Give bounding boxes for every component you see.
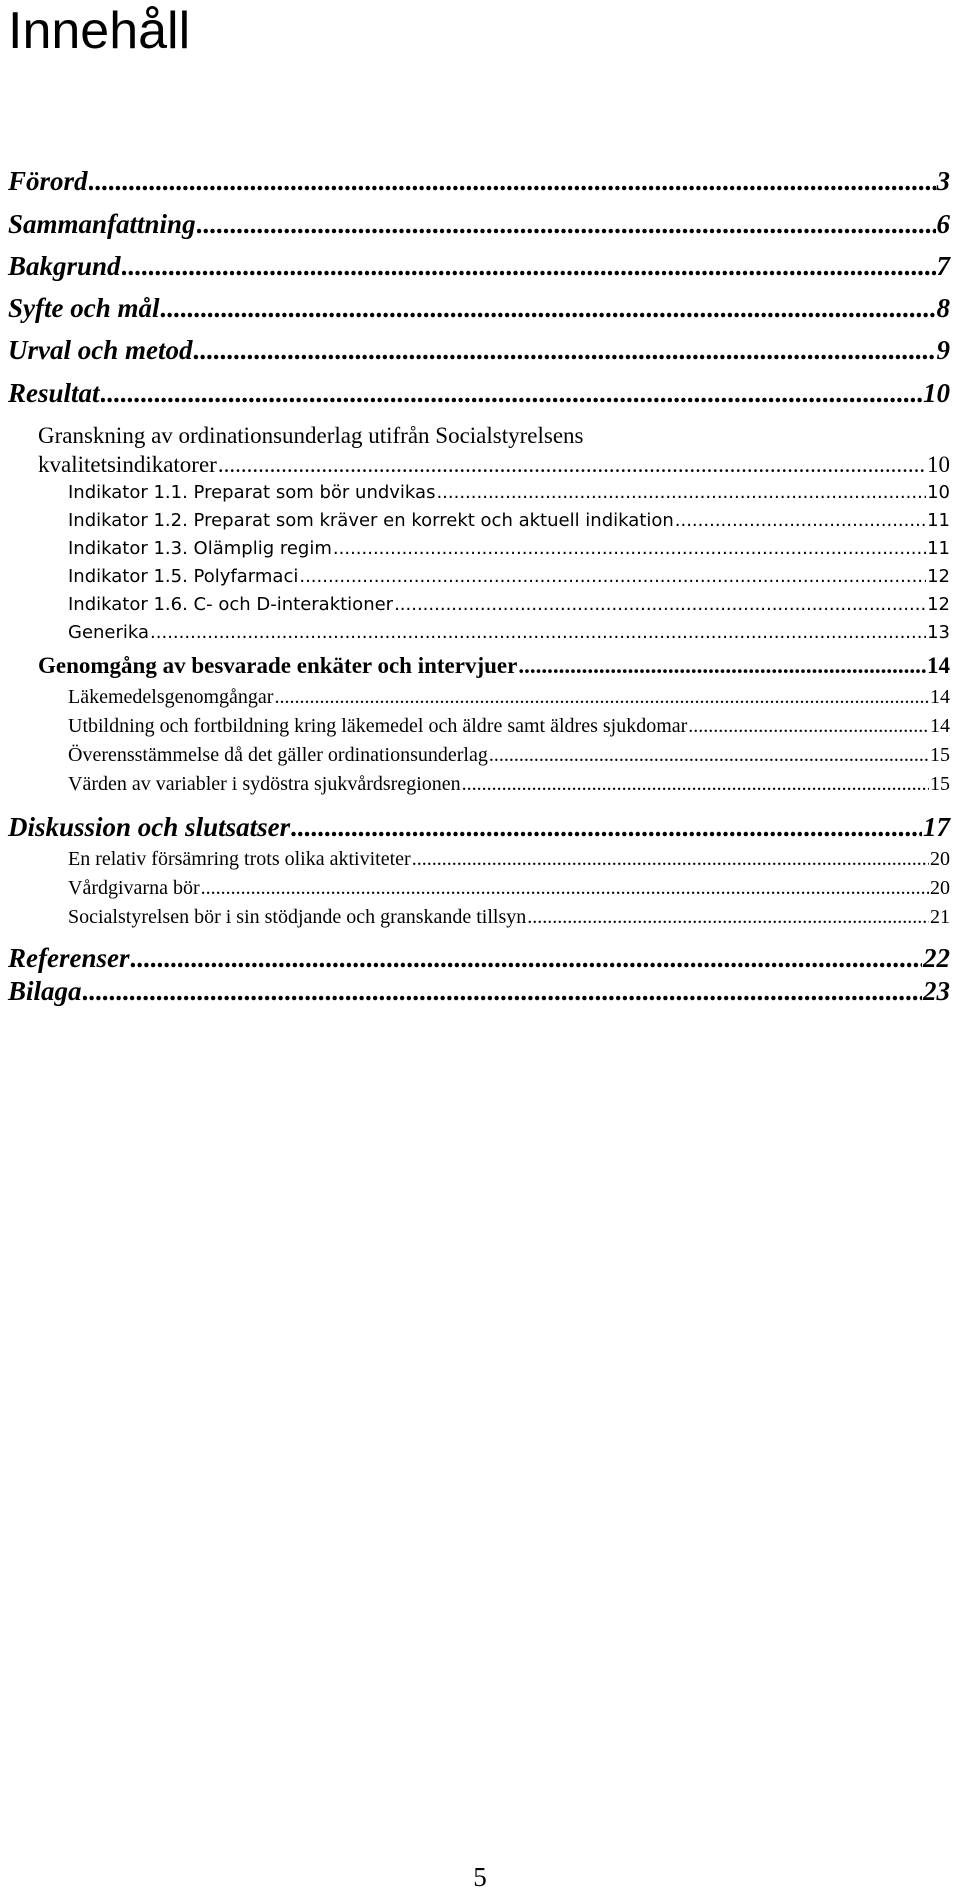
toc-leader [122,251,936,282]
toc-page-number: 10 [927,452,950,477]
toc-entry-label: Bilaga [8,976,82,1006]
toc-leader [160,293,935,324]
toc-entry-indikator-1-6[interactable] [68,594,950,615]
toc-entry-label: Generika [68,622,150,643]
toc-leader [675,510,926,531]
toc-page-number: 11 [927,538,950,559]
toc-entry-forord[interactable] [8,166,950,197]
toc-page-number: 14 [927,653,950,678]
toc-leader [101,378,922,409]
page-number: 5 [473,1862,487,1892]
toc-page-number: 15 [930,744,950,766]
toc-entry-label: Genomgång av besvarade enkäter och intervjuer [38,653,518,678]
toc-entry-indikator-1-2[interactable] [68,510,950,531]
toc-leader [333,538,926,559]
toc-entry-overensstammelse[interactable] [68,744,950,767]
toc-page-number: 23 [923,976,950,1006]
toc-entry-label: Utbildning och fortbildning kring läkemedel och äldre samt äldres sjukdomar [68,715,688,737]
toc-page-number: 10 [927,482,950,503]
toc-entry-label: Socialstyrelsen bör i sin stödjande och granskande tillsyn [68,906,527,928]
toc-entry-label: Indikator 1.1. Preparat som bör undvikas [68,482,436,503]
toc-page-number: 17 [923,812,950,842]
toc-entry-label: Indikator 1.2. Preparat som kräver en korrekt och aktuell indikation [68,510,674,531]
toc-leader [218,452,926,478]
toc-leader [150,622,926,643]
toc-entry-label: Indikator 1.5. Polyfarmaci [68,566,299,587]
toc-entry-label: Resultat [8,378,100,408]
toc-entry-granskning[interactable] [38,452,950,478]
toc-entry-bilaga[interactable] [8,976,950,1007]
toc-page-number: 21 [930,906,950,928]
toc-leader [299,566,926,587]
toc-entry-label: Bakgrund [8,251,121,281]
toc-entry-label: Indikator 1.3. Olämplig regim [68,538,332,559]
toc-page-number: 13 [927,622,950,643]
toc-leader [527,906,929,929]
toc-entry-bakgrund[interactable] [8,251,950,282]
toc-entry-label: Värden av variabler i sydöstra sjukvårdsregionen [68,773,461,795]
toc-page-number: 14 [930,715,950,737]
toc-entry-label: Indikator 1.6. C- och D-interaktioner [68,594,394,615]
toc-entry-referenser[interactable] [8,943,950,974]
toc-entry-urval[interactable] [8,335,950,366]
toc-leader [436,482,926,503]
toc-entry-resultat[interactable] [8,378,950,409]
toc-entry-label: Vårdgivarna bör [68,877,200,899]
toc-leader [518,653,926,679]
toc-entry-label: Syfte och mål [8,293,160,323]
toc-leader [394,594,926,615]
toc-entry-varden[interactable] [68,773,950,796]
toc-page-number: 14 [930,686,950,708]
toc-leader [412,848,929,871]
toc-leader [197,209,936,240]
toc-entry-generika[interactable] [68,622,950,643]
toc-entry-sammanfattning[interactable] [8,209,950,240]
toc-entry-indikator-1-1[interactable] [68,482,950,503]
toc-entry-label: Förord [8,166,88,196]
toc-leader [130,943,922,974]
toc-entry-label: kvalitetsindikatorer [38,452,217,477]
toc-leader [83,976,922,1007]
toc-page-number: 22 [923,943,950,973]
toc-entry-genomgang[interactable] [38,653,950,679]
toc-page-number: 3 [936,166,950,196]
toc-page-number: 20 [930,877,950,899]
toc-page-number: 12 [927,594,950,615]
toc-entry-label: Överensstämmelse då det gäller ordinationsunderlag [68,744,488,766]
toc-page-number: 6 [936,209,950,239]
toc-leader [193,335,935,366]
toc-entry-syfte[interactable] [8,293,950,324]
toc-page-number: 10 [923,378,950,408]
toc-entry-indikator-1-5[interactable] [68,566,950,587]
toc-entry-label: Diskussion och slutsatser [8,812,291,842]
toc-entry-label: Referenser [8,943,130,973]
toc-entry-diskussion[interactable] [8,812,950,843]
toc-page-number: 11 [927,510,950,531]
page-title: Innehåll [8,2,191,60]
toc-leader [201,877,929,900]
toc-entry-label: Läkemedelsgenomgångar [68,686,274,708]
toc-leader [89,166,936,197]
toc-entry-utbildning[interactable] [68,715,950,738]
toc-entry-granskning-line1: Granskning av ordinationsunderlag utifrån Socialstyrelsens [38,423,584,448]
toc-page-number: 7 [936,251,950,281]
toc-page-number: 15 [930,773,950,795]
toc-leader [274,686,929,709]
toc-leader [688,715,929,738]
toc-entry-vardgivarna[interactable] [68,877,950,900]
toc-entry-label: Sammanfattning [8,209,196,239]
toc-entry-socialstyrelsen[interactable] [68,906,950,929]
toc-page-number: 12 [927,566,950,587]
toc-entry-relativ-forsamring[interactable] [68,848,950,871]
toc-page-number: 9 [936,335,950,365]
toc-entry-lakemedelsgenomgangar[interactable] [68,686,950,709]
toc-leader [489,744,929,767]
toc-page-number: 8 [936,293,950,323]
toc-leader [291,812,922,843]
toc-entry-indikator-1-3[interactable] [68,538,950,559]
toc-page-number: 20 [930,848,950,870]
toc-entry-label: Urval och metod [8,335,193,365]
toc-entry-label: En relativ försämring trots olika aktiviteter [68,848,411,870]
toc-leader [462,773,929,796]
